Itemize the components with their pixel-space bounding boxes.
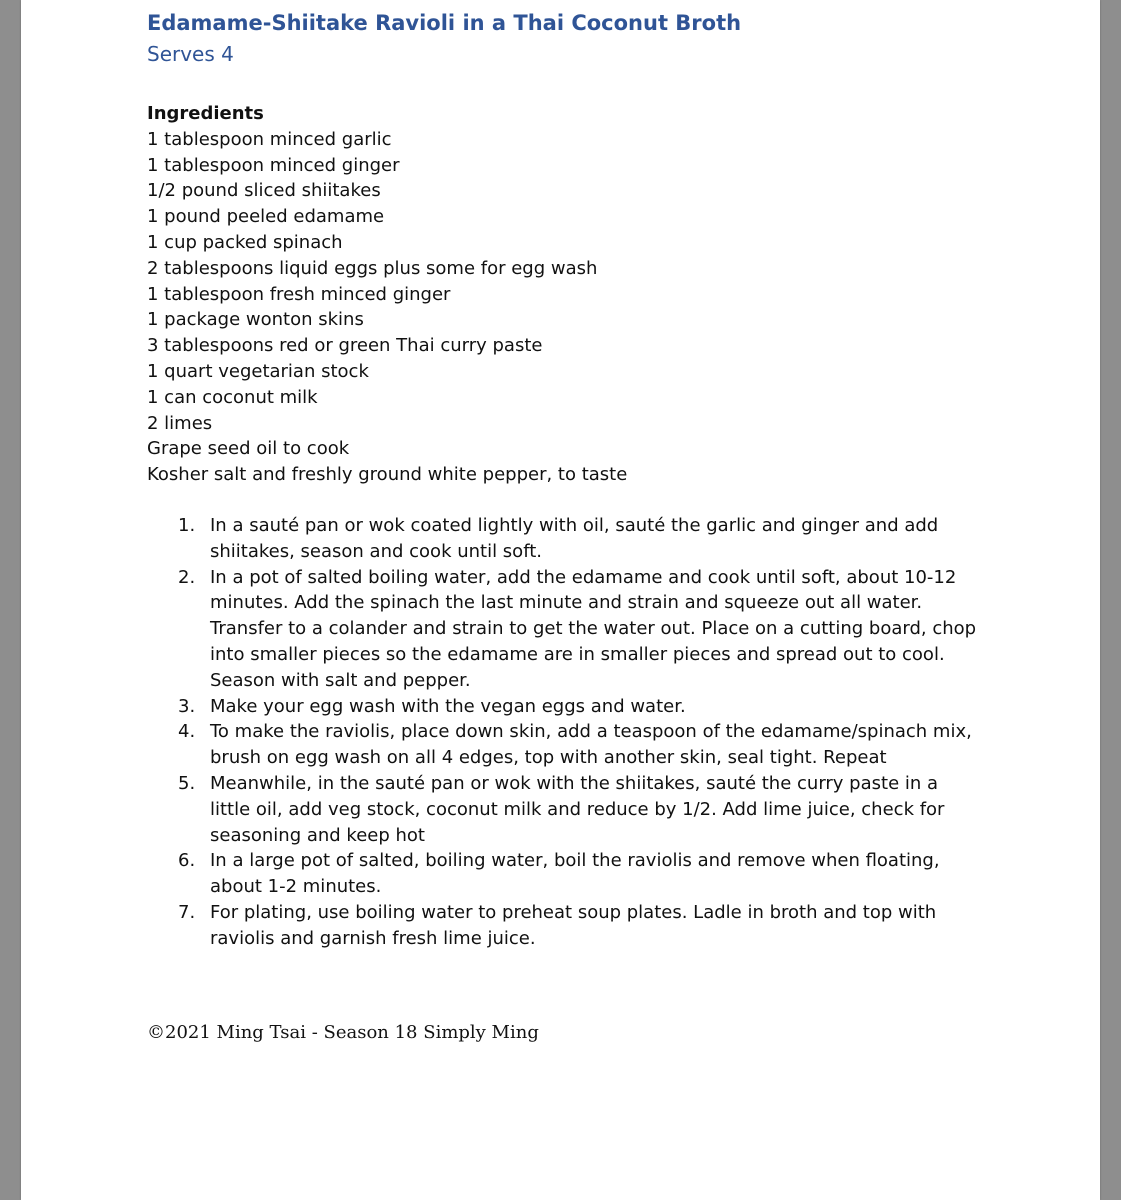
ingredient-item: 1/2 pound sliced shiitakes [147, 180, 381, 202]
ingredient-item: 2 limes [147, 412, 213, 434]
step-number: 1. [178, 514, 196, 536]
ingredient-item: 1 cup packed spinach [147, 231, 343, 253]
ingredients-heading: Ingredients [147, 103, 264, 124]
ingredient-item: 1 tablespoon fresh minced ginger [147, 283, 451, 305]
instruction-step [147, 513, 980, 565]
step-number: 3. [178, 695, 196, 717]
instruction-step [147, 565, 980, 694]
instruction-step [147, 900, 980, 952]
step-text: Meanwhile, in the sauté pan or wok with the shiitakes, sauté the curry paste in a little oil, add veg stock, coconut milk and reduce by 1/2. Add lime juice, check for seasoning and keep hot [210, 772, 945, 846]
ingredient-item: 1 tablespoon minced ginger [147, 154, 400, 176]
ingredient-item: 1 quart vegetarian stock [147, 360, 369, 382]
instruction-step [147, 719, 980, 771]
ingredient-item: 1 pound peeled edamame [147, 206, 385, 228]
instruction-step [147, 848, 980, 900]
ingredient-item: 2 tablespoons liquid eggs plus some for egg wash [147, 257, 598, 279]
ingredient-item: 1 package wonton skins [147, 309, 364, 331]
step-number: 7. [178, 901, 196, 923]
viewer-left-margin [0, 0, 21, 1200]
recipe-title: Edamame-Shiitake Ravioli in a Thai Coconut Broth [147, 11, 742, 35]
ingredient-item: Grape seed oil to cook [147, 438, 350, 460]
step-number: 4. [178, 721, 196, 743]
instruction-step [147, 694, 980, 720]
ingredient-item: 1 tablespoon minced garlic [147, 128, 392, 150]
viewer-right-margin [1100, 0, 1121, 1200]
step-text: In a pot of salted boiling water, add the edamame and cook until soft, about 10-12 minutes. Add the spinach the last minute and strain and squeeze out all water. Transfer to a colander and strain to get the water out. Place on a cutting board, chop into smaller pieces so the edamame are in smaller pieces and spread out to cool. Season with salt and pepper. [210, 566, 977, 691]
step-text: Make your egg wash with the vegan eggs and water. [210, 695, 686, 717]
ingredient-item: 3 tablespoons red or green Thai curry paste [147, 335, 543, 357]
document-page [21, 0, 1100, 1200]
step-text: For plating, use boiling water to preheat soup plates. Ladle in broth and top with raviolis and garnish fresh lime juice. [210, 901, 937, 949]
step-text: In a large pot of salted, boiling water, boil the raviolis and remove when floating, about 1-2 minutes. [210, 850, 940, 898]
step-number: 2. [178, 566, 196, 588]
step-number: 5. [178, 772, 196, 794]
step-number: 6. [178, 850, 196, 872]
ingredient-item: 1 can coconut milk [147, 386, 318, 408]
ingredients-list [147, 127, 1007, 488]
copyright-footer: ©2021 Ming Tsai - Season 18 Simply Ming [147, 1022, 539, 1043]
instructions-list [147, 513, 1007, 952]
step-text: In a sauté pan or wok coated lightly with oil, sauté the garlic and ginger and add shiitakes, season and cook until soft. [210, 514, 939, 562]
ingredient-item: Kosher salt and freshly ground white pepper, to taste [147, 464, 628, 486]
instruction-step [147, 771, 980, 848]
recipe-content [147, 6, 1007, 952]
step-text: To make the raviolis, place down skin, add a teaspoon of the edamame/spinach mix, brush on egg wash on all 4 edges, top with another skin, seal tight. Repeat [210, 721, 972, 769]
recipe-serves: Serves 4 [147, 42, 234, 66]
